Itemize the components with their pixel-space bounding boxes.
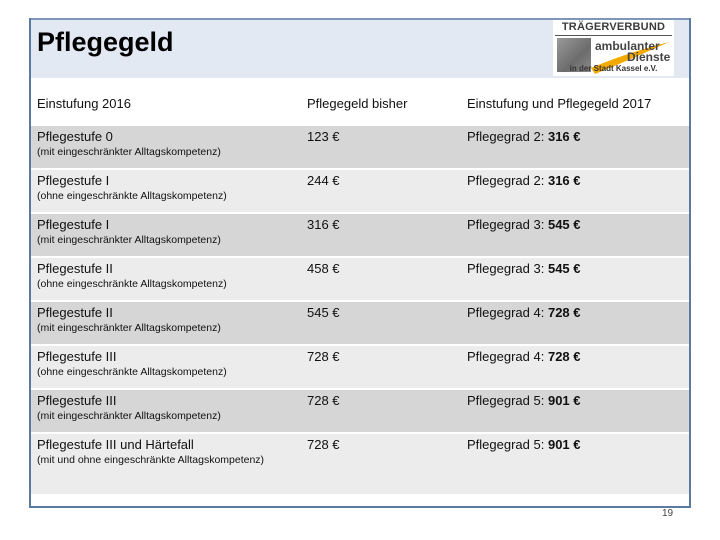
alltagskompetenz-note: (mit und ohne eingeschränkte Alltagskompetenz)	[37, 454, 265, 466]
page-title: Pflegegeld	[37, 27, 174, 57]
logo-word-dienste: Dienste	[627, 50, 671, 64]
einstufung-cell	[31, 125, 301, 169]
alltagskompetenz-note: (ohne eingeschränkte Alltagskompetenz)	[37, 366, 227, 378]
pflegestufe-label: Pflegestufe III	[37, 393, 117, 408]
pflegegrad-label: Pflegegrad 5:	[467, 437, 545, 452]
einstufung-cell	[31, 169, 301, 213]
table-row	[31, 345, 689, 389]
einstufung-cell	[31, 389, 301, 433]
column-header: Einstufung und Pflegegeld 2017	[461, 78, 689, 125]
pflegegrad-label: Pflegegrad 3:	[467, 217, 545, 232]
pflegegeld-2017-value: 316 €	[547, 173, 581, 188]
pflegegrad-2017-cell	[461, 169, 689, 213]
page-number: 19	[662, 508, 674, 519]
pflegegrad-2017-cell	[461, 125, 689, 169]
pflegegrad-line	[467, 349, 689, 364]
pflegegeld-bisher-cell	[301, 389, 461, 433]
pflegegeld-bisher-value: 458 €	[307, 261, 340, 276]
pflegestufe-label: Pflegestufe III	[37, 349, 117, 364]
pflegegeld-bisher-cell	[301, 213, 461, 257]
column-header: Pflegegeld bisher	[301, 78, 461, 125]
pflegegeld-2017-value: 728 €	[547, 349, 581, 364]
pflegegeld-bisher-value: 123 €	[307, 129, 340, 144]
pflegegeld-bisher-value: 728 €	[307, 393, 340, 408]
einstufung-cell	[31, 301, 301, 345]
pflegegeld-bisher-cell	[301, 125, 461, 169]
pflegegeld-bisher-cell	[301, 169, 461, 213]
table-row	[31, 301, 689, 345]
pflegegrad-2017-cell	[461, 257, 689, 301]
einstufung-cell	[31, 213, 301, 257]
einstufung-cell	[31, 345, 301, 389]
pflegegeld-2017-value: 901 €	[547, 437, 581, 452]
table-row	[31, 125, 689, 169]
einstufung-cell	[31, 257, 301, 301]
pflegegeld-bisher-value: 316 €	[307, 217, 340, 232]
table-row	[31, 433, 689, 495]
pflegegeld-bisher-value: 728 €	[307, 349, 340, 364]
pflegegrad-2017-cell	[461, 433, 689, 495]
pflegegrad-label: Pflegegrad 3:	[467, 261, 545, 276]
pflegegeld-bisher-cell	[301, 433, 461, 495]
alltagskompetenz-note: (mit eingeschränkter Alltagskompetenz)	[37, 410, 221, 422]
table-row	[31, 169, 689, 213]
alltagskompetenz-note: (mit eingeschränkter Alltagskompetenz)	[37, 146, 221, 158]
alltagskompetenz-note: (mit eingeschränkter Alltagskompetenz)	[37, 322, 221, 334]
pflegegrad-line	[467, 393, 689, 408]
pflegegeld-bisher-value: 545 €	[307, 305, 340, 320]
alltagskompetenz-note: (ohne eingeschränkte Alltagskompetenz)	[37, 190, 227, 202]
pflegegeld-table	[31, 78, 689, 496]
table-row	[31, 257, 689, 301]
pflegegrad-2017-cell	[461, 389, 689, 433]
pflegegrad-2017-cell	[461, 213, 689, 257]
pflegegeld-bisher-cell	[301, 257, 461, 301]
pflegestufe-label: Pflegestufe I	[37, 217, 110, 232]
table-row	[31, 389, 689, 433]
pflegestufe-label: Pflegestufe II	[37, 261, 113, 276]
pflegegrad-line	[467, 217, 689, 232]
pflegestufe-label: Pflegestufe I	[37, 173, 110, 188]
pflegegeld-2017-value: 728 €	[547, 305, 581, 320]
alltagskompetenz-note: (ohne eingeschränkte Alltagskompetenz)	[37, 278, 227, 290]
logo-divider	[555, 35, 672, 36]
pflegestufe-label: Pflegestufe III und Härtefall	[37, 437, 194, 452]
pflegegrad-label: Pflegegrad 4:	[467, 349, 545, 364]
pflegegrad-2017-cell	[461, 345, 689, 389]
logo-bottom-text: in der Stadt Kassel e.V.	[569, 64, 658, 73]
pflegegrad-label: Pflegegrad 4:	[467, 305, 545, 320]
pflegegrad-line	[467, 305, 689, 320]
pflegestufe-label: Pflegestufe 0	[37, 129, 113, 144]
pflegegrad-label: Pflegegrad 2:	[467, 129, 545, 144]
pflegegeld-bisher-cell	[301, 345, 461, 389]
pflegegeld-bisher-value: 244 €	[307, 173, 340, 188]
pflegestufe-label: Pflegestufe II	[37, 305, 113, 320]
pflegegrad-label: Pflegegrad 2:	[467, 173, 545, 188]
alltagskompetenz-note: (mit eingeschränkter Alltagskompetenz)	[37, 234, 221, 246]
pflegegeld-bisher-cell	[301, 301, 461, 345]
pflegegeld-2017-value: 545 €	[547, 261, 581, 276]
table-header-row	[31, 78, 689, 125]
pflegegeld-2017-value: 316 €	[547, 129, 581, 144]
pflegegeld-2017-value: 545 €	[547, 217, 581, 232]
logo-word-ambulanter: ambulanter	[595, 39, 660, 53]
pflegegrad-2017-cell	[461, 301, 689, 345]
pflegegrad-label: Pflegegrad 5:	[467, 393, 545, 408]
pflegegrad-line	[467, 129, 689, 144]
pflegegrad-line	[467, 261, 689, 276]
einstufung-cell	[31, 433, 301, 495]
column-header: Einstufung 2016	[31, 78, 301, 125]
logo-top-text: TRÄGERVERBUND	[561, 21, 666, 33]
table-row	[31, 213, 689, 257]
pflegegeld-bisher-value: 728 €	[307, 437, 340, 452]
pflegegeld-2017-value: 901 €	[547, 393, 581, 408]
logo	[553, 20, 674, 76]
pflegegrad-line	[467, 437, 689, 452]
pflegegrad-line	[467, 173, 689, 188]
